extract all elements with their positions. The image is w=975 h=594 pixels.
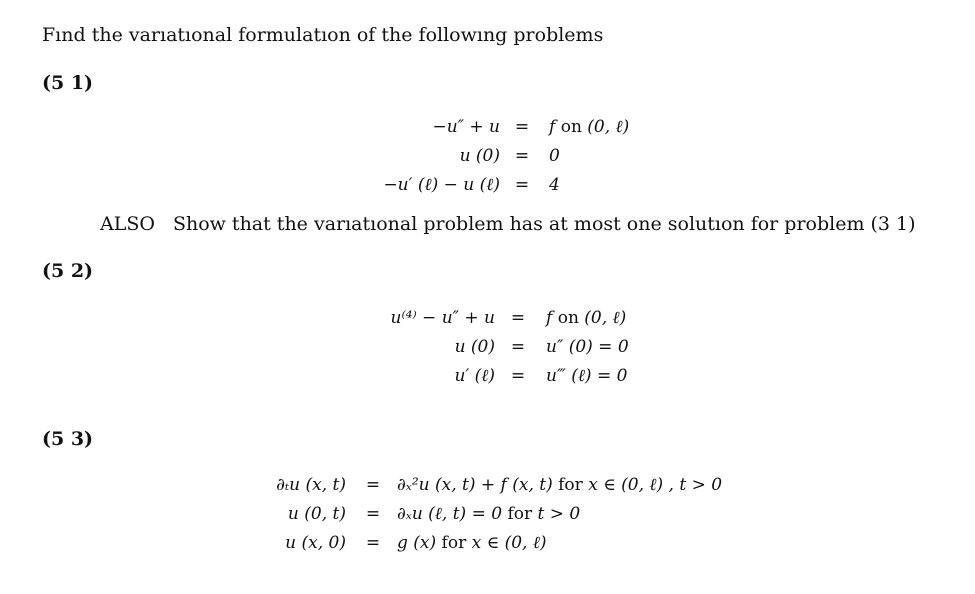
equation-rhs: f on (0, ℓ) [549,117,630,137]
equation-relation: = [510,308,526,328]
equation-lhs: ∂ₜu (x, t) [276,475,346,495]
also-keyword: ALSO [100,213,155,235]
equation-rhs: 4 [549,175,560,195]
equation-rhs: g (x) for x ∈ (0, ℓ) [397,533,547,553]
equation-lhs: u (0, t) [287,504,346,524]
equation-lhs: u (x, 0) [285,533,346,553]
equation-word: for [507,504,533,524]
equation-lhs: u (0) [454,337,495,357]
instruction-heading: Fınd the varıatıonal formulatıon of the followıng problems [42,24,604,46]
equation-relation: = [365,475,381,495]
equation-rhs: ∂ₓu (ℓ, t) = 0 for t > 0 [397,504,581,524]
equation-relation: = [514,175,530,195]
problem-label-5-2: (5 2) [42,260,94,282]
equation-rhs: ∂ₓ²u (x, t) + f (x, t) for x ∈ (0, ℓ) , t > 0 [397,475,723,495]
equation-rhs: u″ (0) = 0 [546,337,629,357]
equation-word: on [560,117,582,137]
equation-rhs: f on (0, ℓ) [546,308,627,328]
equation-word: for [558,475,583,495]
equation-lhs: u′ (ℓ) [454,366,495,386]
also-text: Show that the varıatıonal problem has at most one solutıon for problem (3 1) [172,213,916,235]
equation-rhs: u‴ (ℓ) = 0 [546,366,628,386]
also-note [100,213,916,235]
equation-relation: = [514,146,530,166]
equation-relation: = [365,504,381,524]
equation-relation: = [514,117,530,137]
equation-relation: = [365,533,381,553]
equation-lhs: −u′ (ℓ) − u (ℓ) [383,175,500,195]
equation-lhs: u⁽⁴⁾ − u″ + u [390,308,495,328]
problem-label-5-3: (5 3) [42,428,94,450]
equation-word: on [557,308,579,328]
problem-label-5-1: (5 1) [42,72,94,94]
equation-lhs: −u″ + u [432,117,500,137]
equation-word: for [441,533,467,553]
equation-relation: = [510,366,526,386]
equation-rhs: 0 [549,146,560,166]
equation-relation: = [510,337,526,357]
equation-lhs: u (0) [459,146,500,166]
